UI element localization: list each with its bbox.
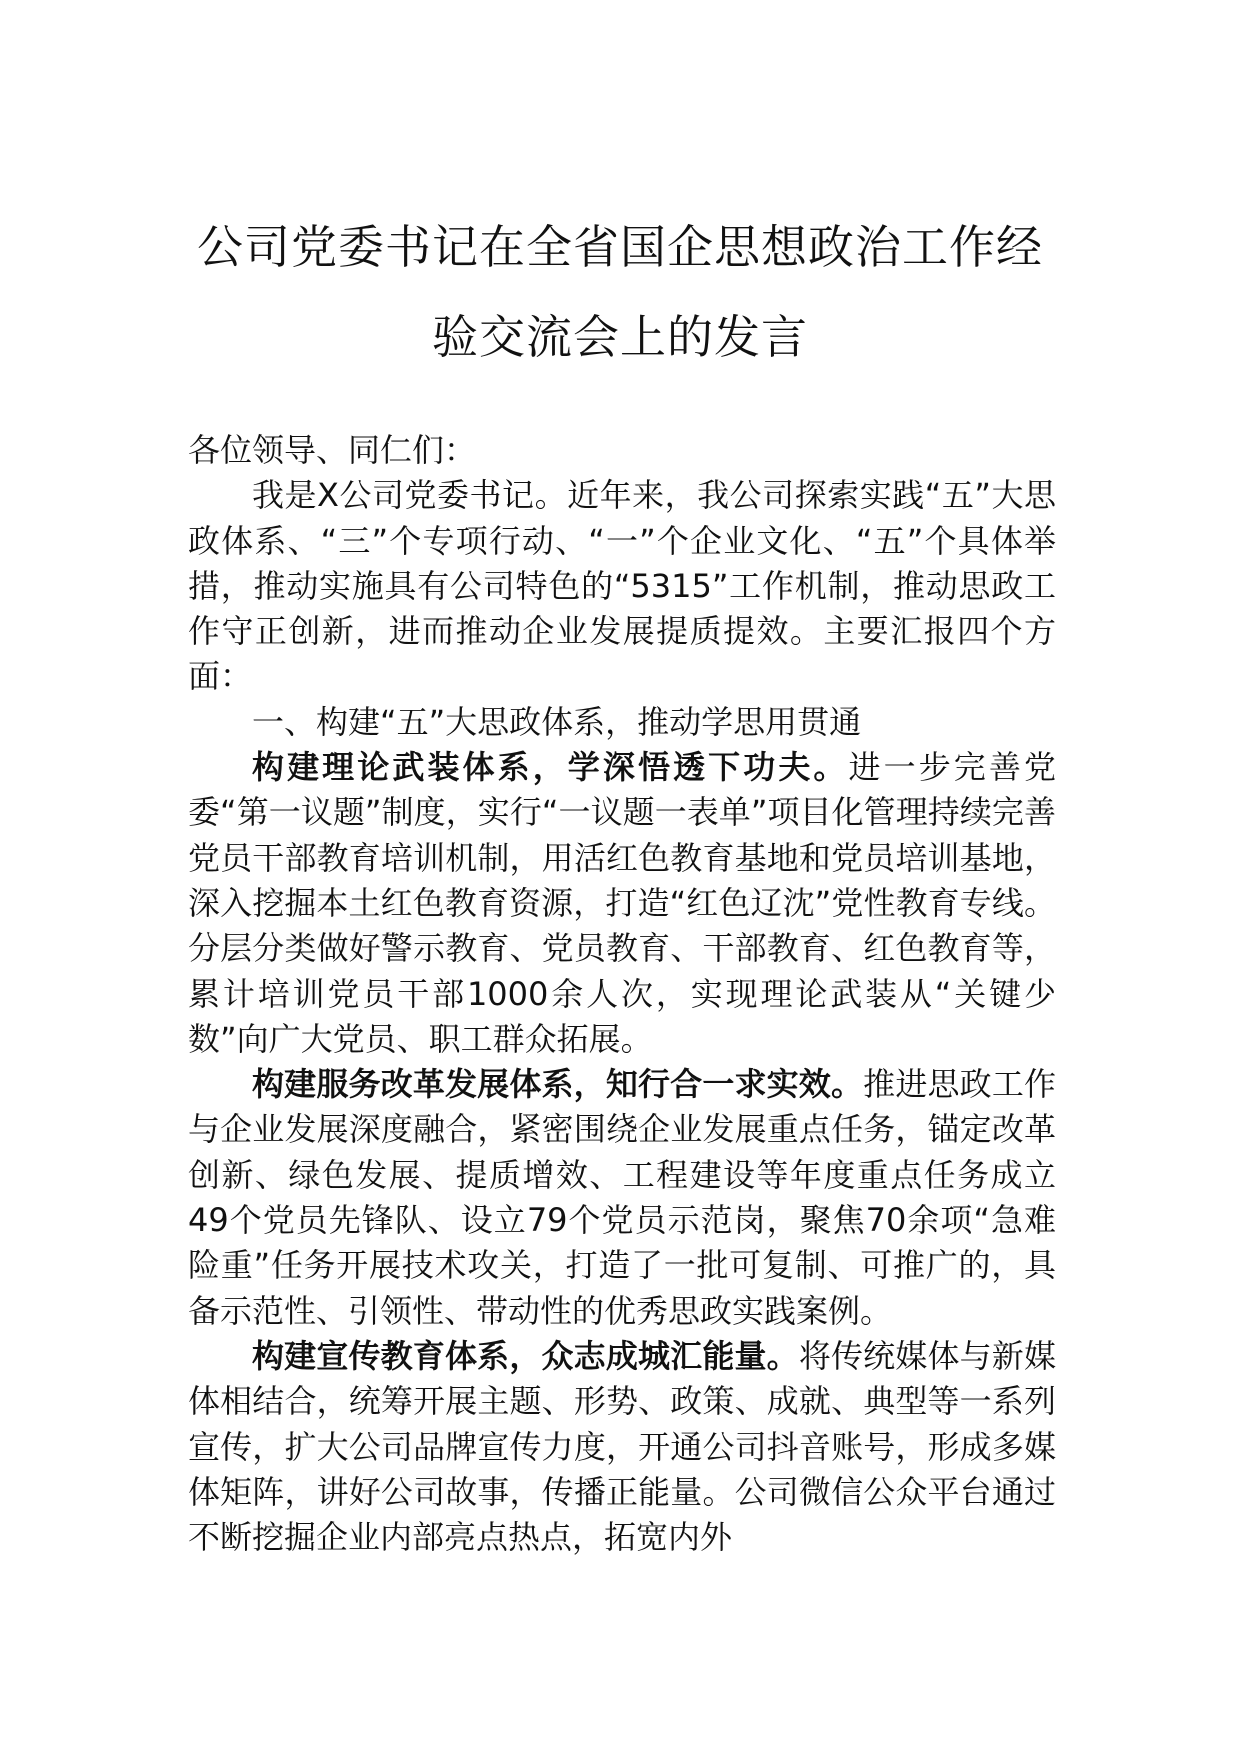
paragraph-lead: 构建服务改革发展体系，知行合一求实效。 [252,1065,864,1104]
paragraph-text: 将传统媒体与新媒体相结合，统筹开展主题、形势、政策、成就、典型等一系列宣传，扩大公司品牌宣传力度，开通公司抖音账号，形成多媒体矩阵，讲好公司故事，传播正能量。公司微信公众平台通过不断挖掘企业内部亮点热点，拓宽内外 [188,1336,1056,1557]
document-body [188,428,1056,1560]
document-title-line-2: 验交流会上的发言 [432,310,808,364]
salutation: 各位领导、同仁们： [188,431,477,469]
document-title-line-1: 公司党委书记在全省国企思想政治工作经 [197,220,1043,274]
body-paragraph [188,1334,1056,1560]
paragraph-lead: 构建理论武装体系，学深悟透下功夫。 [252,748,849,787]
intro-paragraph: 我是X公司党委书记。近年来，我公司探索实践“五”大思政体系、“三”个专项行动、“一”个企业文化、“五”个具体举措，推动实施具有公司特色的“5315”工作机制，推动思政工作守正创新，进而推动企业发展提质提效。主要汇报四个方面： [188,476,1056,696]
paragraph-lead: 构建宣传教育体系，众志成城汇能量。 [252,1336,799,1375]
section-heading: 一、构建“五”大思政体系，推动学思用贯通 [252,702,862,741]
paragraph-text: 进一步完善党委“第一议题”制度，实行“一议题一表单”项目化管理持续完善党员干部教育培训机制，用活红色教育基地和党员培训基地，深入挖掘本土红色教育资源，打造“红色辽沈”党性教育专线。分层分类做好警示教育、党员教育、干部教育、红色教育等，累计培训党员干部1000余人次，实现理论武装从“关键少数”向广大党员、职工群众拓展。 [188,748,1056,1058]
body-paragraph [188,745,1056,1062]
body-paragraph [188,1062,1056,1334]
paragraph-text: 推进思政工作与企业发展深度融合，紧密围绕企业发展重点任务，锚定改革创新、绿色发展、提质增效、工程建设等年度重点任务成立49个党员先锋队、设立79个党员示范岗，聚焦70余项“急难险重”任务开展技术攻关，打造了一批可复制、可推广的，具备示范性、引领性、带动性的优秀思政实践案例。 [188,1065,1056,1330]
